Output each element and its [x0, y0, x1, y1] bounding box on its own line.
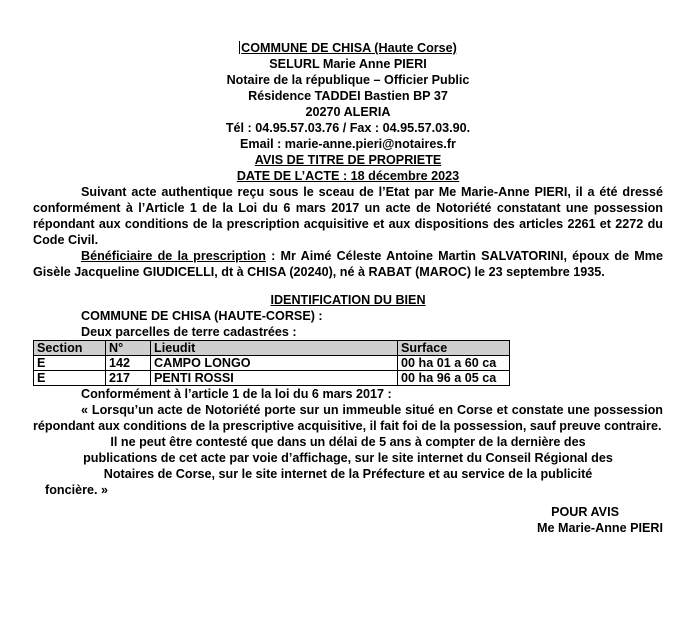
- phone-fax: Tél : 04.95.57.03.76 / Fax : 04.95.57.03.90.: [225, 121, 471, 135]
- email-line: Email : marie-anne.pieri@notaires.fr: [240, 137, 456, 151]
- company-name: SELURL Marie Anne PIERI: [269, 57, 427, 71]
- column-header-section: Section: [34, 341, 106, 356]
- cell-lieudit: PENTI ROSSI: [151, 371, 398, 386]
- contest-line-4: foncière. »: [45, 483, 108, 497]
- cell-section: E: [34, 371, 106, 386]
- cell-number: 142: [106, 356, 151, 371]
- conformity-line: Conformément à l’article 1 de la loi du 6 mars 2017 :: [81, 387, 392, 401]
- contest-line-3: Notaires de Corse, sur le site internet de la Préfecture et au service de la publicité: [103, 467, 593, 481]
- column-header-surface: Surface: [398, 341, 510, 356]
- contest-line-1: Il ne peut être contesté que dans un délai de 5 ans à compter de la dernière des: [110, 435, 586, 449]
- intro-paragraph: Suivant acte authentique reçu sous le sceau de l’Etat par Me Marie-Anne PIERI, il a été dressé conformément à l’Article 1 de la Loi du 6 mars 2017 un acte de Notoriété constatant une possession répondant aux conditions de la prescription acquisitive et aux dispositions des articles 2261 et 2272 du Code Civil.: [33, 185, 663, 247]
- identification-title: IDENTIFICATION DU BIEN: [270, 293, 426, 307]
- table-header-row: [34, 341, 510, 356]
- act-date: DATE DE L’ACTE : 18 décembre 2023: [236, 169, 460, 183]
- commune-heading: COMMUNE DE CHISA (Haute Corse): [241, 41, 457, 55]
- cell-number: 217: [106, 371, 151, 386]
- cell-surface: 00 ha 01 a 60 ca: [398, 356, 510, 371]
- pour-avis: POUR AVIS: [551, 505, 619, 519]
- table-row: [34, 356, 510, 371]
- quote-paragraph: « Lorsqu’un acte de Notoriété porte sur un immeuble situé en Corse et constate une possession répondant aux conditions de la prescriptive acquisitive, il fait foi de la possession, sauf preuve contraire.: [33, 403, 663, 433]
- cell-lieudit: CAMPO LONGO: [151, 356, 398, 371]
- notice-title: AVIS DE TITRE DE PROPRIETE: [254, 153, 442, 167]
- signature-block: [33, 504, 663, 536]
- beneficiary-paragraph: [33, 248, 663, 280]
- residence-address: Résidence TADDEI Bastien BP 37: [248, 89, 448, 103]
- signatory-name: Me Marie-Anne PIERI: [537, 521, 663, 535]
- city-line: 20270 ALERIA: [305, 105, 391, 119]
- column-header-number: N°: [106, 341, 151, 356]
- parcels-table: [33, 340, 510, 386]
- commune-line: COMMUNE DE CHISA (HAUTE-CORSE) :: [81, 309, 323, 323]
- column-header-lieudit: Lieudit: [151, 341, 398, 356]
- notary-role: Notaire de la république – Officier Public: [226, 73, 470, 87]
- parcels-line: Deux parcelles de terre cadastrées :: [81, 325, 297, 339]
- text-cursor: [239, 41, 240, 54]
- cell-surface: 00 ha 96 a 05 ca: [398, 371, 510, 386]
- beneficiary-label: Bénéficiaire de la prescription: [81, 249, 266, 263]
- table-row: [34, 371, 510, 386]
- cell-section: E: [34, 356, 106, 371]
- beneficiary-text: : Mr Aimé Céleste Antoine Martin SALVATORINI, époux de Mme Gisèle Jacqueline GIUDICELLI, dt à CHISA (20240), né à RABAT (MAROC) le 23 septembre 1935.: [33, 249, 663, 279]
- notice-document: [33, 40, 663, 536]
- contest-line-2: publications de cet acte par voie d’affichage, sur le site internet du Conseil Régional des: [83, 451, 613, 465]
